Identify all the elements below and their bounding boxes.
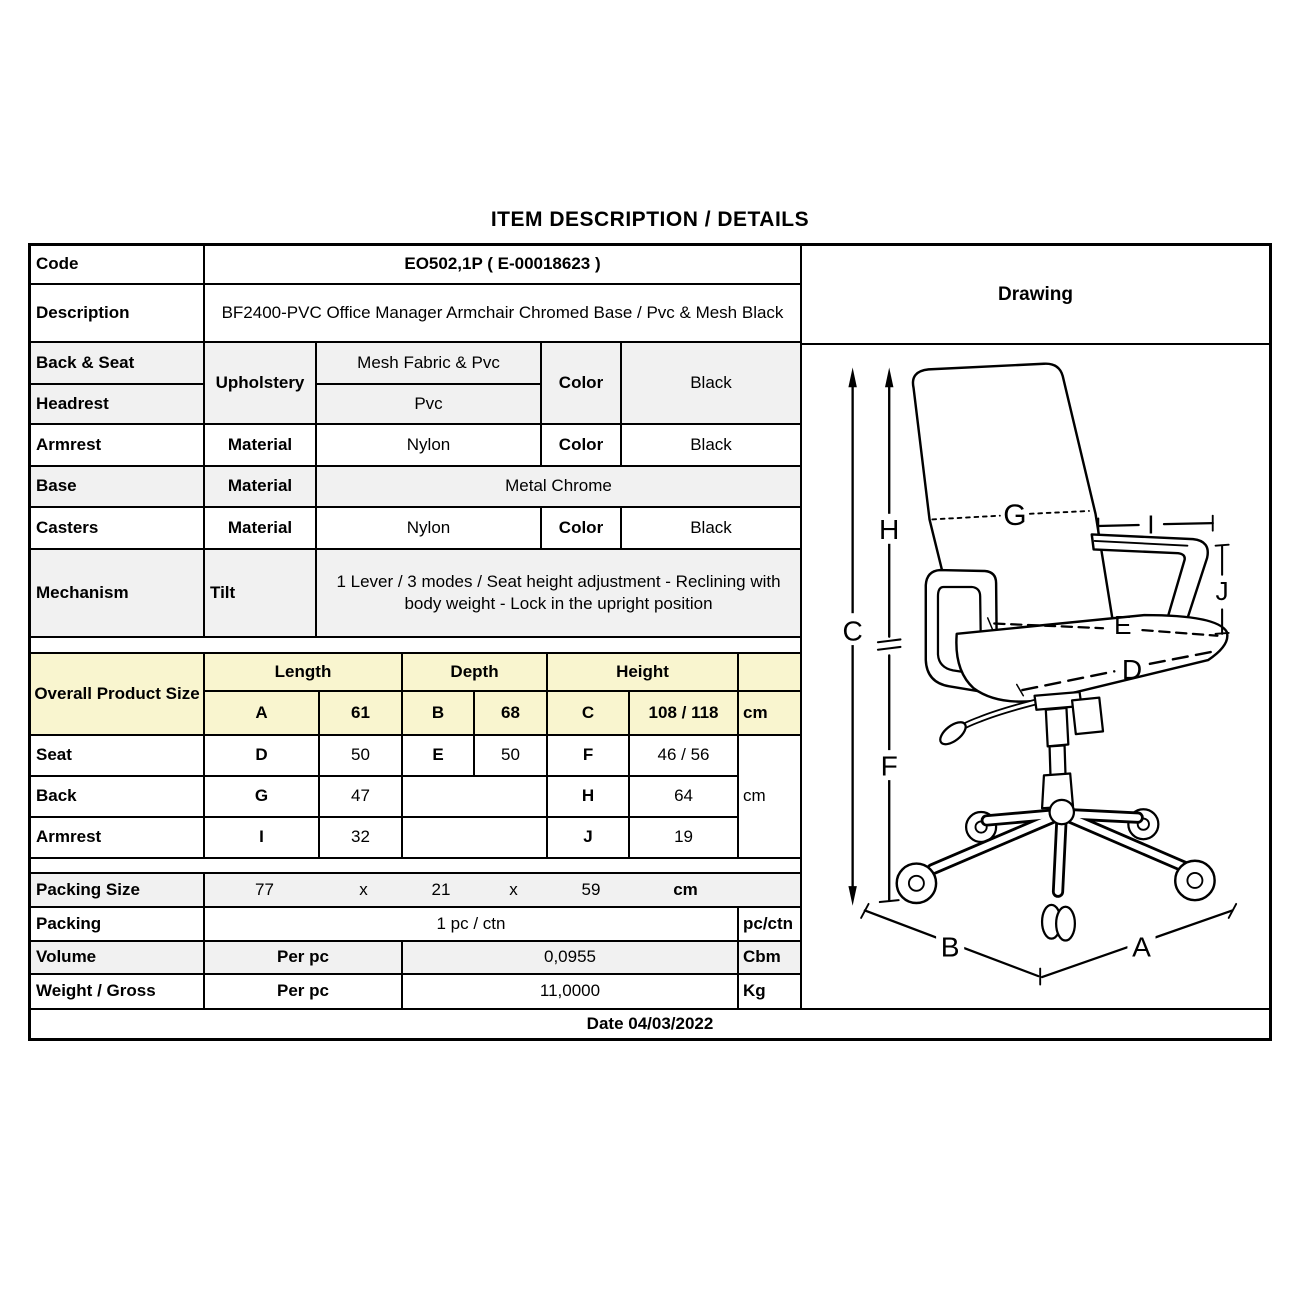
size-header-spacer — [738, 653, 800, 691]
dimension-f — [877, 655, 901, 902]
packing-dim-2: 21 — [431, 879, 451, 899]
back-seat-color: Black — [621, 342, 800, 424]
dim-label-d: D — [1121, 653, 1143, 685]
packing-unit: pc/ctn — [738, 907, 800, 941]
armrest-height-value: 19 — [629, 817, 738, 858]
headrest-label: Headrest — [31, 384, 204, 424]
back-depth-empty — [402, 776, 547, 817]
armrest-length-value: 32 — [319, 817, 402, 858]
mechanism-value: 1 Lever / 3 modes / Seat height adjustment - Reclining with body weight - Lock in the upright position — [316, 549, 800, 637]
spec-table-column — [31, 246, 800, 1008]
page-title: ITEM DESCRIPTION / DETAILS — [490, 208, 810, 231]
packing-table — [31, 872, 800, 1008]
packing-dim-1: 77 — [255, 879, 274, 899]
dimension-b — [861, 904, 1040, 985]
weight-label: Weight / Gross — [31, 974, 204, 1008]
material-label-2: Material — [204, 466, 316, 507]
height-header: Height — [547, 653, 738, 691]
back-seat-label: Back & Seat — [31, 342, 204, 384]
section-gap — [31, 859, 800, 872]
length-header: Length — [204, 653, 402, 691]
weight-unit: Kg — [738, 974, 800, 1008]
volume-value: 0,0955 — [402, 941, 738, 974]
weight-value: 11,0000 — [402, 974, 738, 1008]
drawing-cell — [802, 345, 1269, 1008]
material-label-3: Material — [204, 507, 316, 549]
seat-depth-value: 50 — [474, 735, 547, 776]
packing-size-unit: cm — [673, 879, 698, 899]
material-label-1: Material — [204, 424, 316, 466]
casters-color: Black — [621, 507, 800, 549]
dim-label-b: B — [940, 931, 960, 963]
dim-label-i: I — [1147, 509, 1155, 540]
materials-table — [31, 246, 800, 638]
dim-label-g: G — [1003, 499, 1027, 533]
armrest-material: Nylon — [316, 424, 541, 466]
volume-unit: Cbm — [738, 941, 800, 974]
overall-length-key: A — [204, 691, 319, 735]
section-gap — [31, 638, 800, 652]
seat-row-label: Seat — [31, 735, 204, 776]
size-table — [31, 652, 800, 859]
drawing-header: Drawing — [802, 246, 1269, 345]
headrest-material: Pvc — [316, 384, 541, 424]
color-label-1: Color — [541, 342, 621, 424]
overall-depth-key: B — [402, 691, 474, 735]
packing-dim-3: 59 — [581, 879, 601, 899]
code-value: EO502,1P ( E-00018623 ) — [204, 246, 800, 284]
dimension-c — [840, 368, 864, 906]
back-height-key: H — [547, 776, 629, 817]
dim-label-j: J — [1215, 576, 1229, 607]
packing-sep-1: x — [359, 879, 368, 899]
seat-length-key: D — [204, 735, 319, 776]
size-section-label: Overall Product Size — [31, 653, 204, 735]
overall-unit: cm — [738, 691, 800, 735]
weight-per-pc: Per pc — [204, 974, 402, 1008]
overall-depth-value: 68 — [474, 691, 547, 735]
back-length-key: G — [204, 776, 319, 817]
overall-height-value: 108 / 118 — [629, 691, 738, 735]
casters-label: Casters — [31, 507, 204, 549]
chair-gas-lift — [1035, 692, 1103, 808]
armrest-row-label: Armrest — [31, 817, 204, 858]
chair-caster-front-right — [1175, 861, 1214, 900]
dimension-h — [877, 368, 901, 650]
dim-label-e: E — [1113, 609, 1132, 640]
tilt-label: Tilt — [204, 549, 316, 637]
color-label-3: Color — [541, 507, 621, 549]
volume-per-pc: Per pc — [204, 941, 402, 974]
chair-lever — [937, 702, 1035, 748]
size-rows-unit: cm — [738, 735, 800, 858]
dimension-j — [1216, 545, 1229, 634]
packing-value: 1 pc / ctn — [204, 907, 738, 941]
chair-caster-front-center — [1042, 905, 1075, 941]
drawing-column — [800, 246, 1269, 1008]
spec-sheet-frame — [28, 243, 1272, 1041]
overall-height-key: C — [547, 691, 629, 735]
dim-label-c: C — [842, 615, 863, 647]
chair-drawing — [802, 345, 1269, 1008]
code-label: Code — [31, 246, 204, 284]
back-row-label: Back — [31, 776, 204, 817]
mechanism-label: Mechanism — [31, 549, 204, 637]
packing-label: Packing — [31, 907, 204, 941]
chair-base-hub — [1050, 800, 1074, 824]
armrest-color: Black — [621, 424, 800, 466]
base-label: Base — [31, 466, 204, 507]
overall-length-value: 61 — [319, 691, 402, 735]
volume-label: Volume — [31, 941, 204, 974]
chair-tilt-housing — [1072, 698, 1103, 735]
upholstery-label: Upholstery — [204, 342, 316, 424]
packing-size-values — [204, 873, 800, 907]
color-label-2: Color — [541, 424, 621, 466]
armrest-depth-empty — [402, 817, 547, 858]
armrest-length-key: I — [204, 817, 319, 858]
dim-label-f: F — [880, 750, 898, 782]
armrest-height-key: J — [547, 817, 629, 858]
armrest-label: Armrest — [31, 424, 204, 466]
packing-size-label: Packing Size — [31, 873, 204, 907]
dim-label-h: H — [879, 514, 900, 546]
chair-caster-front-left — [897, 864, 936, 903]
depth-header: Depth — [402, 653, 547, 691]
packing-sep-2: x — [509, 879, 518, 899]
back-length-value: 47 — [319, 776, 402, 817]
seat-length-value: 50 — [319, 735, 402, 776]
date-row: Date 04/03/2022 — [31, 1008, 1269, 1038]
base-material: Metal Chrome — [316, 466, 800, 507]
seat-height-value: 46 / 56 — [629, 735, 738, 776]
description-value: BF2400-PVC Office Manager Armchair Chromed Base / Pvc & Mesh Black — [204, 284, 800, 342]
seat-depth-key: E — [402, 735, 474, 776]
seat-height-key: F — [547, 735, 629, 776]
dim-label-a: A — [1132, 931, 1151, 963]
description-label: Description — [31, 284, 204, 342]
back-height-value: 64 — [629, 776, 738, 817]
back-seat-material: Mesh Fabric & Pvc — [316, 342, 541, 384]
casters-material: Nylon — [316, 507, 541, 549]
